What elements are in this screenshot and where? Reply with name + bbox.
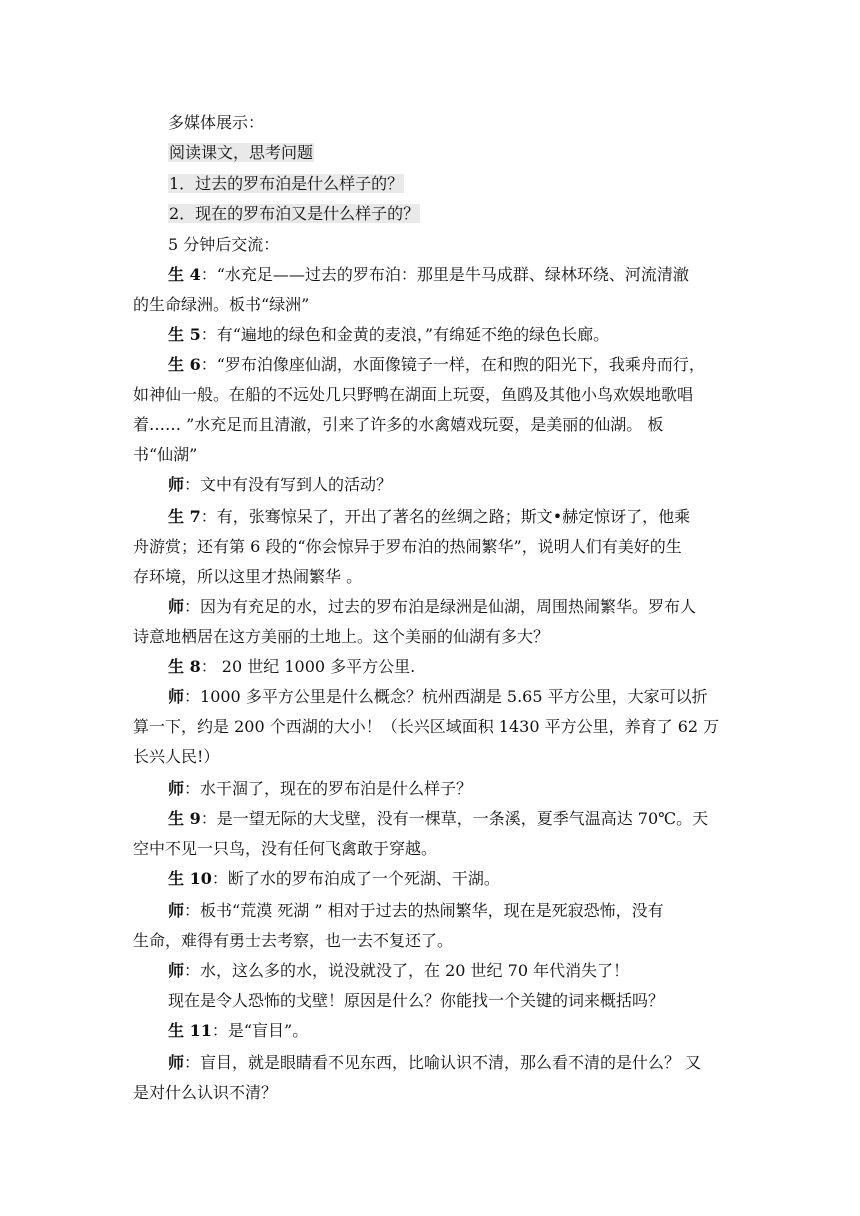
dialogue-line: 师：盲目，就是眼睛看不见东西，比喻认识不清，那么看不清的是什么？ 又 (168, 1053, 702, 1072)
body-line: 诗意地栖居在这方美丽的土地上。这个美丽的仙湖有多大？ (133, 627, 550, 646)
body-line: 算一下，约是 200 个西湖的大小！（长兴区域面积 1430 平方公里，养育了 62 万 (133, 717, 720, 736)
speaker-label: 生 8 (168, 657, 201, 676)
dialogue-line: 生 6：“罗布泊像座仙湖，水面像镜子一样，在和煦的阳光下，我乘舟而行， (168, 355, 705, 374)
speaker-label: 师 (168, 779, 185, 798)
speaker-label: 生 10 (168, 869, 212, 888)
speaker-label: 生 4 (168, 265, 201, 284)
speaker-label: 师 (168, 597, 185, 616)
speaker-label: 师 (168, 475, 185, 494)
body-line: 现在是令人恐怖的戈壁！原因是什么？你能找一个关键的词来概括吗？ (168, 991, 665, 1010)
speaker-label: 师 (168, 687, 185, 706)
dialogue-line: 生 9：是一望无际的大戈壁，没有一棵草，一条溪，夏季气温高达 70℃。天 (168, 809, 709, 828)
dialogue-line: 生 11：是“盲目”。 (168, 1021, 309, 1040)
speaker-label: 生 6 (168, 355, 201, 374)
speaker-label: 生 11 (168, 1021, 212, 1040)
exchange-note: 5 分钟后交流： (168, 235, 280, 254)
dialogue-line: 生 5：有“遍地的绿色和金黄的麦浪，”有绵延不绝的绿色长廊。 (168, 325, 610, 344)
body-line: 长兴人民!） (133, 747, 220, 766)
body-line: 空中不见一只鸟，没有任何飞禽敢于穿越。 (133, 839, 438, 858)
question-1: 1．过去的罗布泊是什么样子的？ (169, 174, 404, 193)
question-2: 2．现在的罗布泊又是什么样子的？ (169, 204, 420, 223)
dialogue-line: 师：板书“荒漠 死湖 ” 相对于过去的热闹繁华，现在是死寂恐怖，没有 (168, 901, 664, 920)
body-line: 着…… ”水充足而且清澈，引来了许多的水禽嬉戏玩耍，是美丽的仙湖。 板 (133, 415, 664, 434)
dialogue-line: 生 4：“水充足——过去的罗布泊：那里是牛马成群、绿林环绕、河流清澈 (168, 265, 689, 284)
body-line: 如神仙一般。在船的不远处几只野鸭在湖面上玩耍，鱼鸥及其他小鸟欢娱地歌唱 (133, 385, 694, 404)
dialogue-line: 师：水，这么多的水，说没就没了，在 20 世纪 70 年代消失了！ (168, 961, 630, 980)
body-line: 是对什么认识不清？ (133, 1083, 278, 1102)
dialogue-line: 师：文中有没有写到人的活动？ (168, 475, 393, 494)
body-line: 舟游赏；还有第 6 段的“你会惊异于罗布泊的热闹繁华”，说明人们有美好的生 (133, 537, 682, 556)
dialogue-line: 师：因为有充足的水，过去的罗布泊是绿洲是仙湖，周围热闹繁华。罗布人 (168, 597, 697, 616)
body-line: 生命，难得有勇士去考察，也一去不复还了。 (133, 931, 454, 950)
speaker-label: 生 5 (168, 325, 201, 344)
speaker-label: 生 7 (168, 507, 201, 526)
speaker-label: 生 9 (168, 809, 201, 828)
body-line: 的生命绿洲。板书“绿洲” (133, 295, 310, 314)
section-label: 多媒体展示： (168, 113, 265, 132)
speaker-label: 师 (168, 901, 185, 920)
dialogue-line: 师：1000 多平方公里是什么概念？杭州西湖是 5.65 平方公里，大家可以折 (168, 687, 708, 706)
speaker-label: 师 (168, 961, 185, 980)
dialogue-line: 生 7：有，张骞惊呆了，开出了著名的丝绸之路；斯文•赫定惊讶了，他乘 (168, 507, 691, 526)
dialogue-line: 生 10：断了水的罗布泊成了一个死湖、干湖。 (168, 869, 500, 888)
dialogue-line: 生 8： 20 世纪 1000 多平方公里. (168, 657, 416, 676)
dialogue-line: 师：水干涸了，现在的罗布泊是什么样子？ (168, 779, 473, 798)
body-line: 存环境，所以这里才热闹繁华 。 (133, 567, 363, 586)
body-line: 书“仙湖” (133, 445, 198, 464)
task-heading: 阅读课文，思考问题 (169, 143, 314, 162)
speaker-label: 师 (168, 1053, 185, 1072)
